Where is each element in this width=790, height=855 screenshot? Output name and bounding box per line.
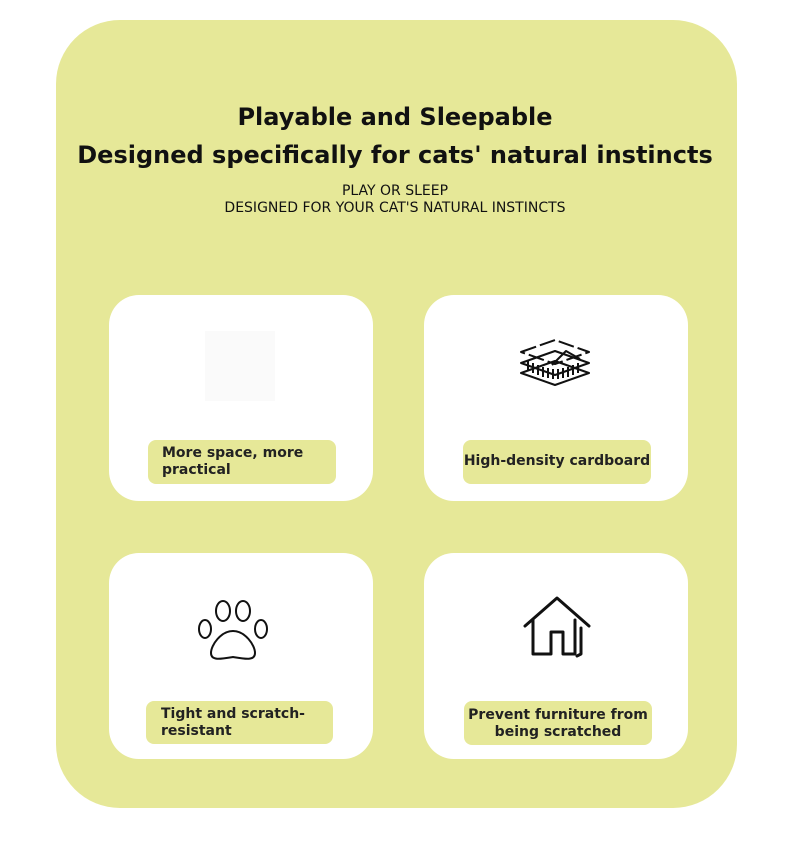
feature-label: Prevent furniture from being scratched (464, 701, 652, 745)
paw-icon (197, 599, 269, 663)
feature-card-cardboard (424, 295, 688, 501)
feature-label: Tight and scratch-resistant (146, 701, 333, 744)
cardboard-layers-icon (518, 337, 594, 391)
feature-label: High-density cardboard (463, 440, 651, 484)
page-subtitle: Designed specifically for cats' natural instincts (77, 141, 713, 169)
feature-card-furniture (424, 553, 688, 759)
feature-card-space (109, 295, 373, 501)
space-icon (205, 331, 275, 401)
feature-label: More space, more practical (148, 440, 336, 484)
tagline-line-2: DESIGNED FOR YOUR CAT'S NATURAL INSTINCTS (224, 200, 566, 216)
feature-card-scratch (109, 553, 373, 759)
house-icon (523, 596, 591, 658)
page-title: Playable and Sleepable (237, 103, 553, 131)
tagline-line-1: PLAY OR SLEEP (341, 183, 449, 199)
